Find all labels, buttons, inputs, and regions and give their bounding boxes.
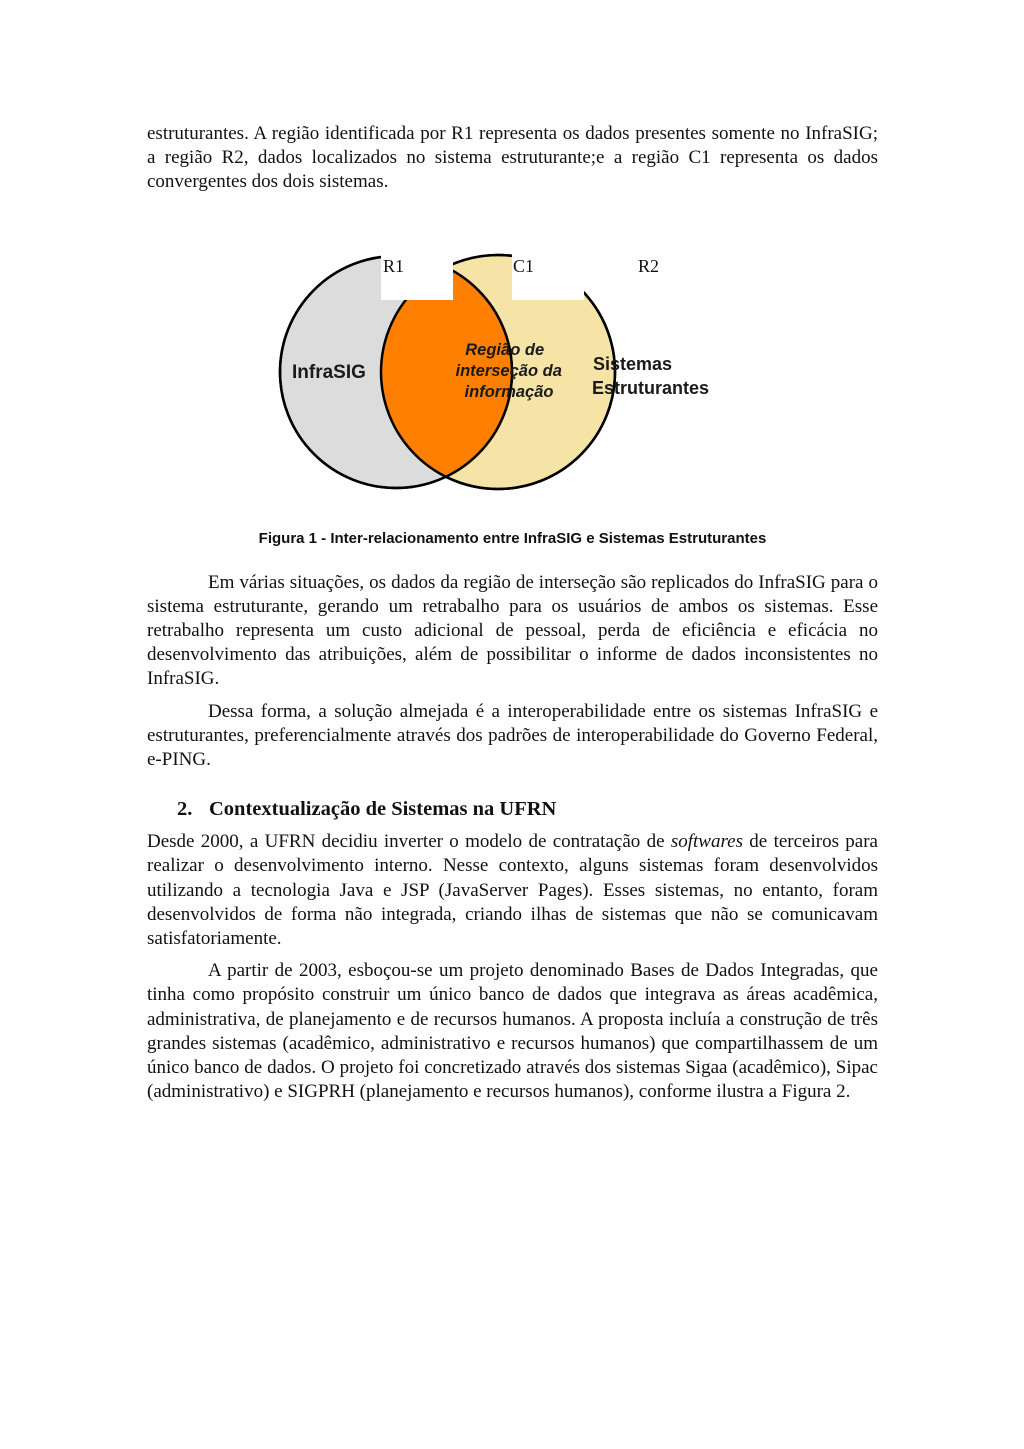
paragraph-context-start: Desde 2000, a UFRN decidiu inverter o modelo de contratação de bbox=[147, 831, 671, 853]
intersection-label-line2: interseção da bbox=[455, 361, 562, 380]
infrasig-label: InfraSIG bbox=[292, 361, 366, 383]
section-number: 2. bbox=[177, 798, 193, 821]
paragraph-intro: estruturantes. A região identificada por R1 representa os dados presentes somente no InfraSIG; a região R2, dados localizados no sistema estruturante;e a região C1 representa os dados convergentes dos dois sistemas. bbox=[147, 123, 878, 193]
section-heading bbox=[147, 796, 878, 822]
intersection-label-line1: Região de bbox=[465, 340, 545, 359]
venn-figure bbox=[147, 219, 878, 519]
estruturantes-label-line1: Sistemas bbox=[593, 353, 673, 374]
section-title: Contextualização de Sistemas na UFRN bbox=[209, 798, 557, 821]
paragraph-interoperability: Dessa forma, a solução almejada é a interoperabilidade entre os sistemas InfraSIG e estruturantes, preferencialmente através dos padrões de interoperabilidade do Governo Federal, e-PING. bbox=[147, 700, 878, 771]
venn-diagram bbox=[147, 219, 878, 519]
r1-label: R1 bbox=[383, 255, 405, 276]
figure-caption: Figura 1 - Inter-relacionamento entre InfraSIG e Sistemas Estruturantes bbox=[258, 529, 767, 547]
paragraph-context bbox=[147, 830, 878, 951]
c1-label: C1 bbox=[513, 255, 535, 276]
paragraph-integrated-bases: A partir de 2003, esboçou-se um projeto denominado Bases de Dados Integradas, que tinha como propósito construir um único banco de dados que integrava as áreas acadêmica, administrativa, de planejamento e de recursos humanos. A proposta incluía a construção de três grandes sistemas (acadêmico, administrativo e recursos humanos) que compartilhassem de um único banco de dados. O projeto foi concretizado através dos sistemas Sigaa (acadêmico), Sipac (administrativo) e SIGPRH (planejamento e recursos humanos), conforme ilustra a Figura 2. bbox=[147, 960, 878, 1103]
softwares-term: softwares bbox=[670, 831, 743, 853]
r2-label: R2 bbox=[638, 255, 660, 276]
paragraph-replication: Em várias situações, os dados da região de interseção são replicados do InfraSIG para o sistema estruturante, gerando um retrabalho para os usuários de ambos os sistemas. Esse retrabalho representa um custo adicional de pessoal, perda de eficiência e eficácia no desenvolvimento das atribuições, além de possibilitar o informe de dados inconsistentes no InfraSIG. bbox=[147, 571, 878, 690]
estruturantes-label-line2: Estruturantes bbox=[592, 377, 710, 398]
paragraph-context-end: de terceiros para realizar o desenvolvimento interno. Nesse contexto, alguns sistemas foram desenvolvidos utilizando a tecnologia Java e JSP (JavaServer Pages). Esses sistemas, no entanto, foram desenvolvidos de forma não integrada, criando ilhas de sistemas que não se comunicavam satisfatoriamente. bbox=[147, 831, 878, 950]
intersection-label-line3: informação bbox=[464, 382, 554, 401]
document-page bbox=[147, 122, 878, 1104]
